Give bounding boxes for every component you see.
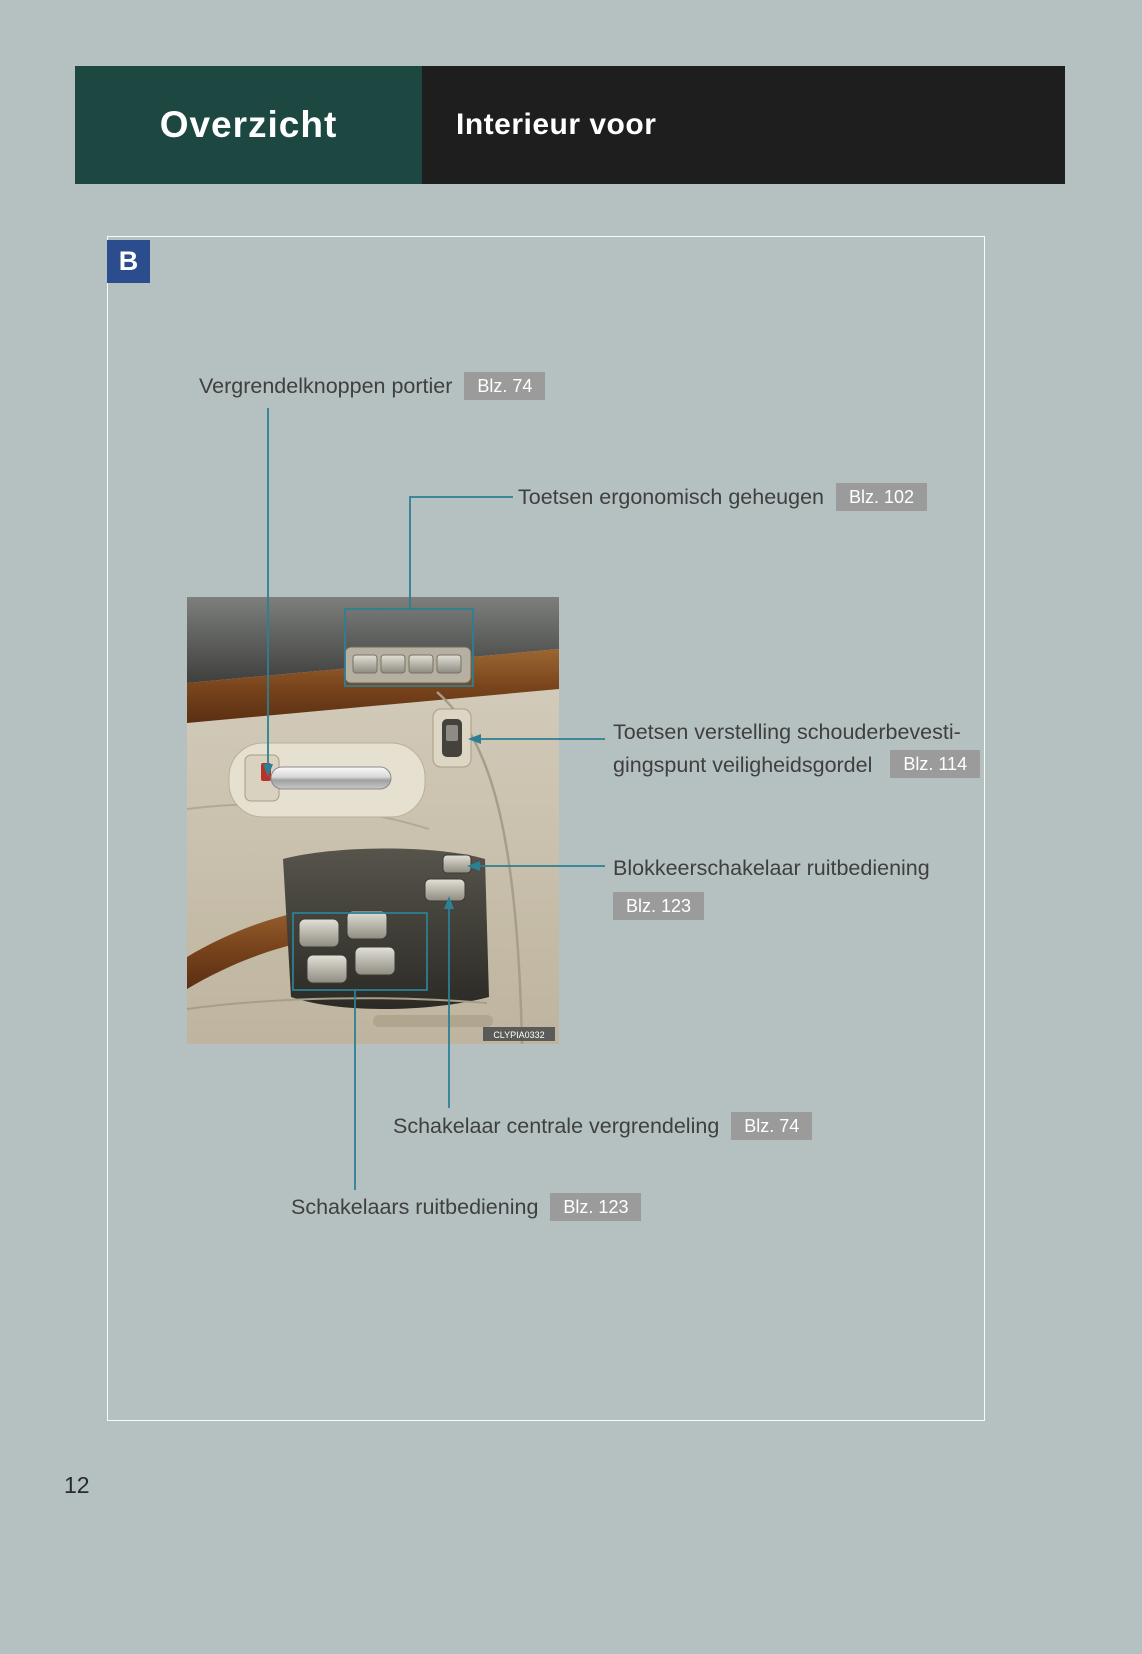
window-switch bbox=[299, 919, 339, 947]
label-window-lock bbox=[613, 852, 930, 920]
label-seatbelt-line1: Toetsen verstelling schouderbevesti- bbox=[613, 720, 961, 744]
window-switch bbox=[355, 947, 395, 975]
label-window-lock-ref-row bbox=[613, 892, 930, 920]
topic-title: Interieur voor bbox=[456, 108, 657, 141]
label-window-lock-text: Blokkeerschakelaar ruitbediening bbox=[613, 856, 930, 880]
door-lock-knob bbox=[261, 763, 271, 781]
page-ref-window-switches: Blz. 123 bbox=[550, 1193, 641, 1221]
memory-button bbox=[437, 655, 461, 673]
window-switch bbox=[347, 911, 387, 939]
memory-button bbox=[409, 655, 433, 673]
label-seatbelt-switch bbox=[613, 716, 980, 782]
door-panel-photo bbox=[187, 597, 559, 1044]
pocket-handle-slot bbox=[373, 1015, 493, 1027]
label-memory-buttons bbox=[518, 483, 927, 511]
label-door-lock bbox=[199, 372, 545, 400]
label-central-lock bbox=[393, 1112, 812, 1140]
photo-watermark: CLYPIA0332 bbox=[493, 1030, 545, 1040]
label-seatbelt-line2-row bbox=[613, 749, 980, 782]
header-topic-block bbox=[422, 66, 1065, 184]
section-title: Overzicht bbox=[159, 104, 338, 145]
seatbelt-switch-button bbox=[446, 725, 458, 741]
header-section-block bbox=[75, 66, 422, 184]
page-number: 12 bbox=[64, 1472, 90, 1498]
memory-button bbox=[353, 655, 377, 673]
window-lock-switch bbox=[443, 855, 471, 873]
page-header bbox=[75, 66, 1065, 184]
central-lock-switch bbox=[425, 879, 465, 901]
label-window-switches-text: Schakelaars ruitbediening bbox=[291, 1194, 539, 1219]
page-ref-memory-buttons: Blz. 102 bbox=[836, 483, 927, 511]
label-central-lock-text: Schakelaar centrale vergrendeling bbox=[393, 1113, 720, 1138]
memory-button bbox=[381, 655, 405, 673]
label-memory-buttons-text: Toetsen ergonomisch geheugen bbox=[518, 484, 824, 509]
page-ref-central-lock: Blz. 74 bbox=[731, 1112, 812, 1140]
section-badge: B bbox=[107, 240, 150, 283]
page-ref-seatbelt-switch: Blz. 114 bbox=[890, 750, 980, 778]
door-panel-illustration bbox=[187, 597, 559, 1044]
page-ref-window-lock: Blz. 123 bbox=[613, 892, 704, 920]
label-door-lock-text: Vergrendelknoppen portier bbox=[199, 373, 453, 398]
label-seatbelt-line2: gingspunt veiligheidsgordel bbox=[613, 753, 873, 777]
page-ref-door-lock: Blz. 74 bbox=[464, 372, 545, 400]
window-switch bbox=[307, 955, 347, 983]
door-handle bbox=[271, 767, 391, 789]
label-window-switches bbox=[291, 1193, 641, 1221]
